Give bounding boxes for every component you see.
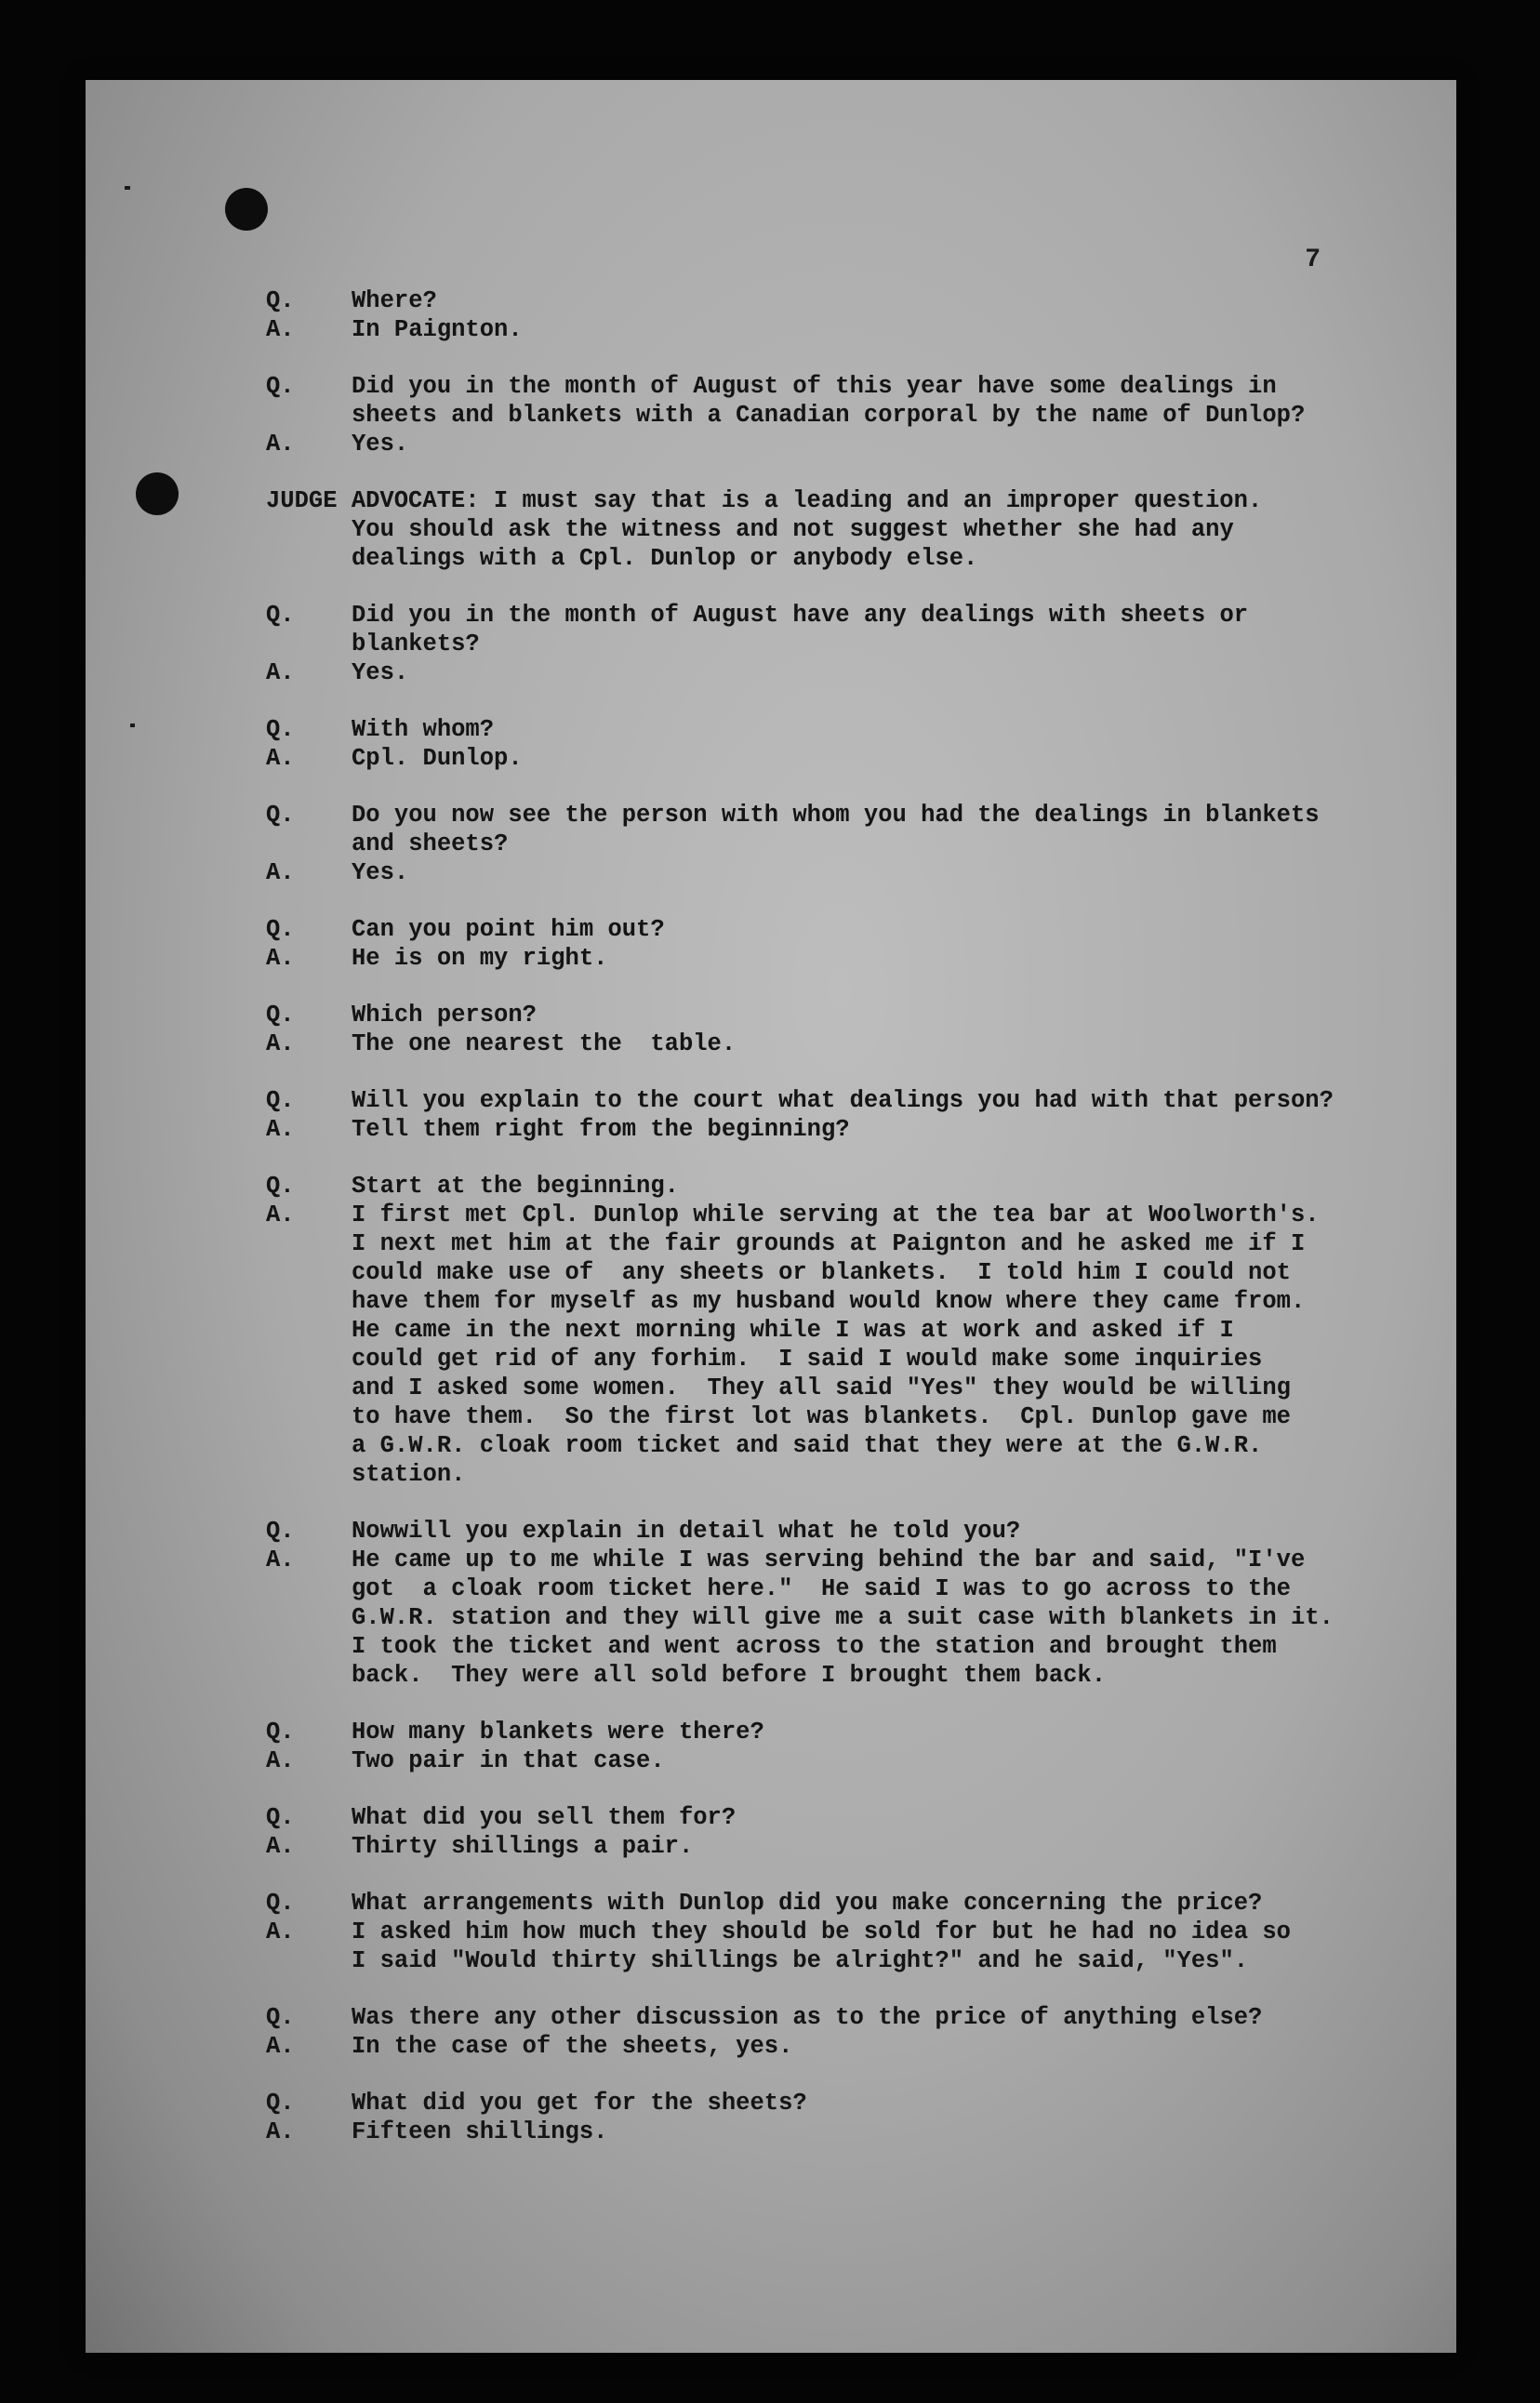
question-label: Q. xyxy=(266,2090,295,2117)
question-row xyxy=(266,1889,1363,1918)
question-label: Q. xyxy=(266,1173,295,1200)
answer-text: Cpl. Dunlop. xyxy=(352,745,523,772)
judge-advocate-remark xyxy=(266,486,1363,573)
remark-text: I must say that is a leading and an improper question. xyxy=(493,487,1263,514)
question-label: Q. xyxy=(266,1087,295,1114)
qa-exchange xyxy=(266,715,1363,773)
question-label: Q. xyxy=(266,716,295,743)
stray-mark xyxy=(125,186,130,190)
qa-exchange xyxy=(266,915,1363,973)
question-row xyxy=(266,2003,1363,2032)
answer-row xyxy=(266,1918,1363,1975)
answer-text: Fifteen shillings. xyxy=(352,2118,608,2145)
answer-label: A. xyxy=(266,745,295,772)
qa-exchange xyxy=(266,601,1363,687)
answer-label: A. xyxy=(266,431,295,458)
answer-text: In the case of the sheets, yes. xyxy=(352,2033,793,2060)
question-label: Q. xyxy=(266,916,295,943)
question-row xyxy=(266,1718,1363,1746)
judge-remark-first-line xyxy=(266,486,1363,515)
question-text: Did you in the month of August of this year have some dealings in sheets and blankets with a Canadian corporal by the name of Dunlop? xyxy=(352,373,1306,429)
answer-row xyxy=(266,2032,1363,2061)
qa-exchange xyxy=(266,1517,1363,1690)
answer-label: A. xyxy=(266,1547,295,1573)
answer-label: A. xyxy=(266,945,295,972)
question-row xyxy=(266,1172,1363,1201)
question-label: Q. xyxy=(266,1804,295,1831)
answer-text: In Paignton. xyxy=(352,316,523,343)
answer-label: A. xyxy=(266,1918,295,1945)
question-text: Was there any other discussion as to the price of anything else? xyxy=(352,2004,1263,2031)
question-label: Q. xyxy=(266,602,295,629)
punch-hole-top xyxy=(225,188,268,231)
answer-label: A. xyxy=(266,2033,295,2060)
answer-row xyxy=(266,858,1363,887)
answer-row xyxy=(266,658,1363,687)
qa-exchange xyxy=(266,2003,1363,2061)
question-text: Start at the beginning. xyxy=(352,1173,679,1200)
answer-row xyxy=(266,944,1363,973)
qa-exchange xyxy=(266,801,1363,887)
answer-label: A. xyxy=(266,1116,295,1143)
question-text: Do you now see the person with whom you had the dealings in blankets and sheets? xyxy=(352,802,1320,857)
answer-label: A. xyxy=(266,1833,295,1860)
question-label: Q. xyxy=(266,287,295,314)
question-label: Q. xyxy=(266,1002,295,1029)
question-text: Did you in the month of August have any dealings with sheets or blankets? xyxy=(352,602,1249,657)
answer-text: Two pair in that case. xyxy=(352,1747,665,1774)
question-label: Q. xyxy=(266,1719,295,1746)
answer-text: Yes. xyxy=(352,859,409,886)
answer-text: Tell them right from the beginning? xyxy=(352,1116,850,1143)
question-row xyxy=(266,1086,1363,1115)
answer-label: A. xyxy=(266,316,295,343)
question-text: Will you explain to the court what dealings you had with that person? xyxy=(352,1087,1334,1114)
question-text: What did you sell them for? xyxy=(352,1804,737,1831)
question-row xyxy=(266,372,1363,430)
question-label: Q. xyxy=(266,373,295,400)
question-text: Nowwill you explain in detail what he told you? xyxy=(352,1518,1021,1545)
question-row xyxy=(266,601,1363,658)
answer-label: A. xyxy=(266,1202,295,1228)
question-text: Can you point him out? xyxy=(352,916,665,943)
answer-label: A. xyxy=(266,659,295,686)
question-label: Q. xyxy=(266,802,295,829)
answer-label: A. xyxy=(266,1030,295,1057)
answer-row xyxy=(266,315,1363,344)
question-row xyxy=(266,286,1363,315)
answer-row xyxy=(266,744,1363,773)
question-text: What arrangements with Dunlop did you make concerning the price? xyxy=(352,1890,1263,1917)
answer-row xyxy=(266,1546,1363,1690)
qa-exchange xyxy=(266,1086,1363,1144)
question-text: With whom? xyxy=(352,716,495,743)
question-row xyxy=(266,1803,1363,1832)
answer-text: Yes. xyxy=(352,431,409,458)
question-label: Q. xyxy=(266,1890,295,1917)
question-row xyxy=(266,801,1363,858)
question-label: Q. xyxy=(266,2004,295,2031)
qa-exchange xyxy=(266,1718,1363,1775)
qa-exchange xyxy=(266,372,1363,458)
qa-exchange xyxy=(266,1001,1363,1058)
answer-label: A. xyxy=(266,1747,295,1774)
question-row xyxy=(266,2089,1363,2118)
answer-row xyxy=(266,2118,1363,2146)
qa-exchange xyxy=(266,1172,1363,1489)
answer-row xyxy=(266,1832,1363,1861)
qa-exchange xyxy=(266,286,1363,344)
transcript xyxy=(266,286,1363,2174)
answer-row xyxy=(266,1115,1363,1144)
punch-hole-middle xyxy=(136,472,179,515)
qa-exchange xyxy=(266,1889,1363,1975)
speaker-label: JUDGE ADVOCATE: xyxy=(266,487,480,514)
question-label: Q. xyxy=(266,1518,295,1545)
answer-row xyxy=(266,430,1363,458)
answer-text: He is on my right. xyxy=(352,945,608,972)
answer-text: I first met Cpl. Dunlop while serving at the tea bar at Woolworth's. I next met him at the fair grounds at Paignton and he asked me if I could make use of any sheets or blankets. I told him I could not have them for myself as my husband would know where they came from. He came in the next morning while I was at work and asked if I could get rid of any forhim. I said I would make some inquiries and I asked some women. They all said "Yes" they would be willing to have them. So the first lot was blankets. Cpl. Dunlop gave me a G.W.R. cloak room ticket and said that they were at the G.W.R. station. xyxy=(352,1202,1320,1488)
page-number: 7 xyxy=(1305,246,1321,274)
question-text: Where? xyxy=(352,287,437,314)
qa-exchange xyxy=(266,2089,1363,2146)
question-text: Which person? xyxy=(352,1002,537,1029)
remark-continuation: You should ask the witness and not suggest whether she had any dealings with a Cpl. Dunlop or anybody else. xyxy=(352,516,1234,572)
stray-mark xyxy=(130,724,135,727)
question-text: What did you get for the sheets? xyxy=(352,2090,807,2117)
answer-label: A. xyxy=(266,2118,295,2145)
qa-exchange xyxy=(266,1803,1363,1861)
question-text: How many blankets were there? xyxy=(352,1719,764,1746)
answer-row xyxy=(266,1201,1363,1489)
question-row xyxy=(266,715,1363,744)
answer-row xyxy=(266,1029,1363,1058)
answer-text: He came up to me while I was serving behind the bar and said, "I've got a cloak room ticket here." He said I was to go across to the G.W.R. station and they will give me a suit case with blankets in it. I took the ticket and went across to the station and brought them back. They were all sold before I brought them back. xyxy=(352,1547,1334,1689)
answer-row xyxy=(266,1746,1363,1775)
answer-text: Thirty shillings a pair. xyxy=(352,1833,694,1860)
answer-text: Yes. xyxy=(352,659,409,686)
question-row xyxy=(266,1517,1363,1546)
answer-text: I asked him how much they should be sold for but he had no idea so I said "Would thirty shillings be alright?" and he said, "Yes". xyxy=(352,1918,1291,1974)
question-row xyxy=(266,915,1363,944)
answer-text: The one nearest the table. xyxy=(352,1030,737,1057)
question-row xyxy=(266,1001,1363,1029)
answer-label: A. xyxy=(266,859,295,886)
